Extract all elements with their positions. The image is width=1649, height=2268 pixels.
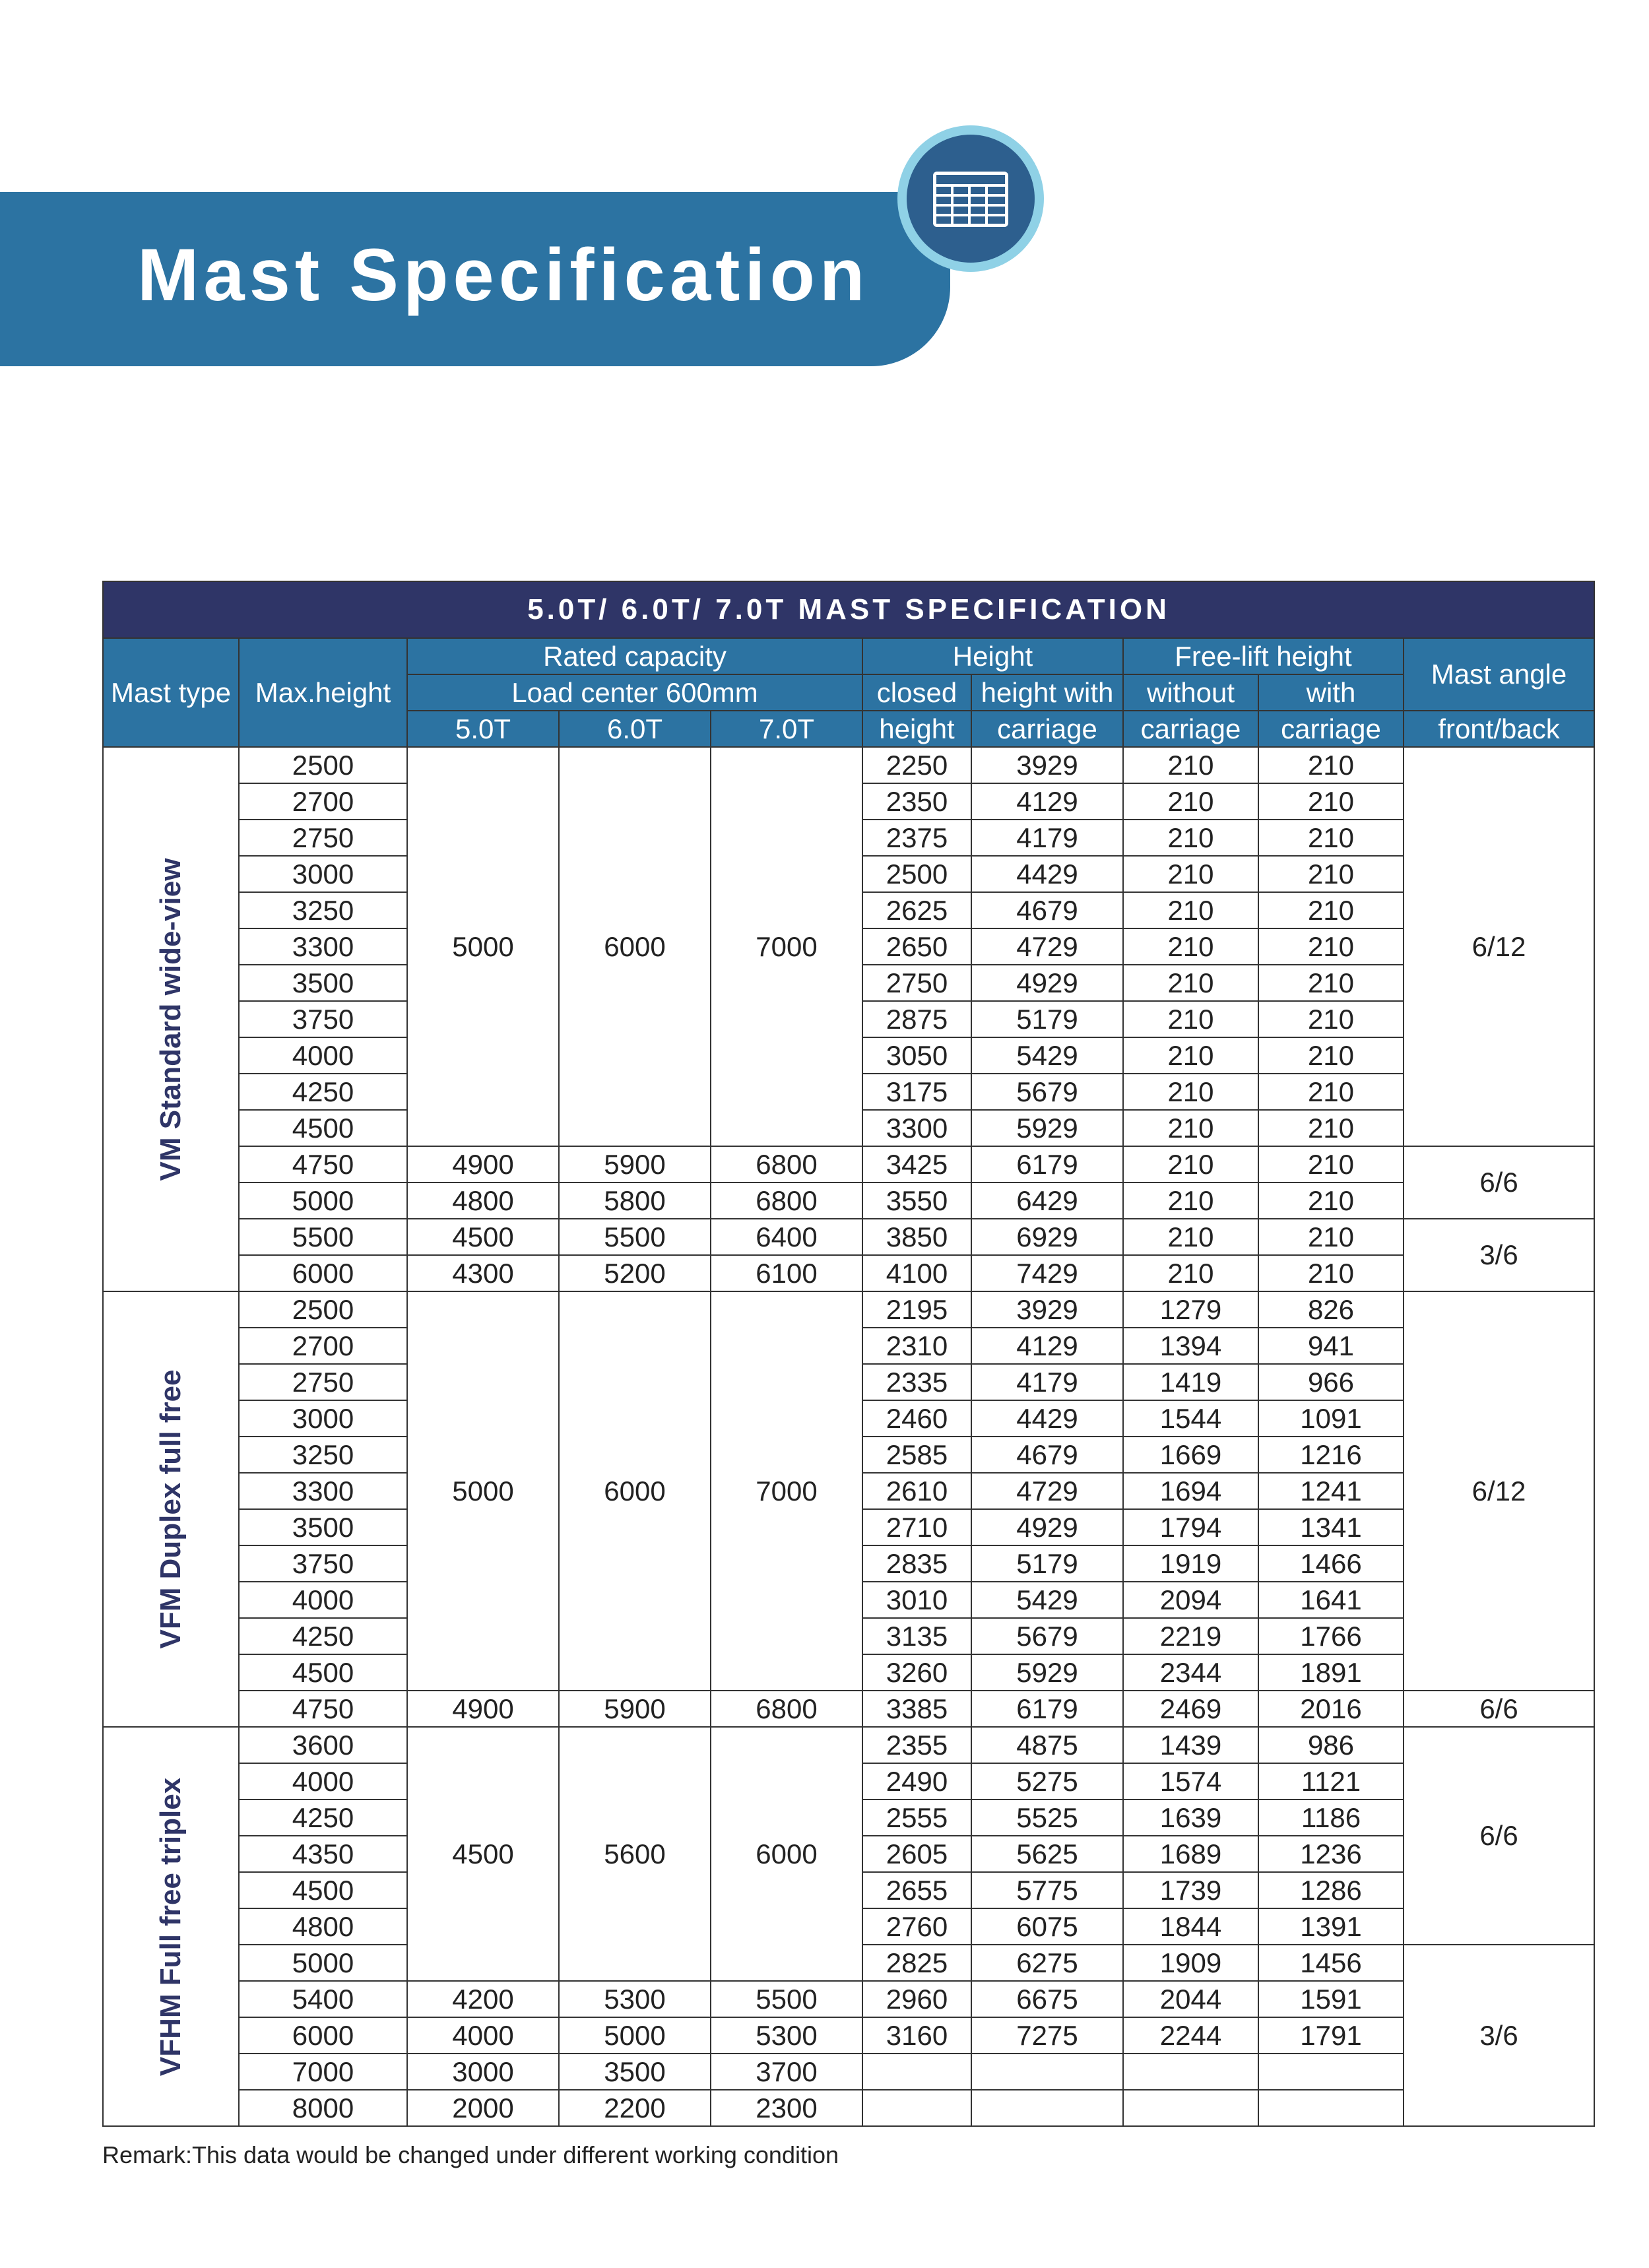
capacity-6t-cell: 5000 <box>559 2017 711 2054</box>
closed-height-cell: 2195 <box>862 1291 971 1328</box>
free-lift-without-cell: 2469 <box>1123 1691 1258 1727</box>
free-lift-without-cell: 210 <box>1123 820 1258 856</box>
free-lift-without-cell: 210 <box>1123 965 1258 1001</box>
max-height-cell: 6000 <box>239 1255 407 1291</box>
free-lift-with-cell: 210 <box>1258 783 1404 820</box>
max-height-cell: 6000 <box>239 2017 407 2054</box>
capacity-6t-cell: 5500 <box>559 1219 711 1255</box>
max-height-cell: 3600 <box>239 1727 407 1763</box>
header-without: without <box>1123 674 1258 711</box>
max-height-cell: 3000 <box>239 856 407 892</box>
free-lift-with-cell: 210 <box>1258 1219 1404 1255</box>
free-lift-without-cell: 1739 <box>1123 1872 1258 1908</box>
free-lift-with-cell: 210 <box>1258 820 1404 856</box>
free-lift-with-cell: 1091 <box>1258 1400 1404 1437</box>
free-lift-with-cell: 1236 <box>1258 1836 1404 1872</box>
closed-height-cell: 2490 <box>862 1763 971 1799</box>
closed-height-cell: 2375 <box>862 820 971 856</box>
table-row <box>103 2017 1594 2054</box>
height-with-carriage-cell: 5275 <box>971 1763 1123 1799</box>
free-lift-without-cell: 1794 <box>1123 1509 1258 1545</box>
table-row <box>103 747 1594 783</box>
free-lift-without-cell: 1439 <box>1123 1727 1258 1763</box>
closed-height-cell: 2350 <box>862 783 971 820</box>
closed-height-cell: 2460 <box>862 1400 971 1437</box>
free-lift-with-cell: 941 <box>1258 1328 1404 1364</box>
badge-circle <box>907 135 1035 263</box>
capacity-7t-cell: 7000 <box>711 1291 862 1691</box>
max-height-cell: 4750 <box>239 1146 407 1183</box>
height-with-carriage-cell: 4129 <box>971 783 1123 820</box>
free-lift-without-cell: 2219 <box>1123 1618 1258 1654</box>
height-with-carriage-cell: 5929 <box>971 1110 1123 1146</box>
height-with-carriage-cell: 5929 <box>971 1654 1123 1691</box>
closed-height-cell <box>862 2090 971 2126</box>
header-mast-type: Mast type <box>103 638 239 747</box>
free-lift-without-cell: 1419 <box>1123 1364 1258 1400</box>
free-lift-with-cell <box>1258 2090 1404 2126</box>
max-height-cell: 3300 <box>239 928 407 965</box>
height-with-carriage-cell: 4729 <box>971 928 1123 965</box>
capacity-5t-cell: 4000 <box>407 2017 559 2054</box>
capacity-7t-cell: 2300 <box>711 2090 862 2126</box>
capacity-5t-cell: 4500 <box>407 1727 559 1981</box>
header-mast-angle: Mast angle <box>1404 638 1594 711</box>
closed-height-cell: 3175 <box>862 1074 971 1110</box>
height-with-carriage-cell: 5429 <box>971 1037 1123 1074</box>
mast-angle-cell: 6/12 <box>1404 747 1594 1146</box>
max-height-cell: 4000 <box>239 1037 407 1074</box>
closed-height-cell: 2250 <box>862 747 971 783</box>
table-row <box>103 2054 1594 2090</box>
free-lift-without-cell: 2044 <box>1123 1981 1258 2017</box>
capacity-5t-cell: 4300 <box>407 1255 559 1291</box>
free-lift-without-cell: 1574 <box>1123 1763 1258 1799</box>
height-with-carriage-cell: 7275 <box>971 2017 1123 2054</box>
capacity-6t-cell: 5900 <box>559 1146 711 1183</box>
free-lift-without-cell: 2244 <box>1123 2017 1258 2054</box>
capacity-5t-cell: 4200 <box>407 1981 559 2017</box>
header-front-back: front/back <box>1404 711 1594 747</box>
capacity-5t-cell: 4900 <box>407 1146 559 1183</box>
free-lift-without-cell: 1694 <box>1123 1473 1258 1509</box>
free-lift-with-cell: 826 <box>1258 1291 1404 1328</box>
free-lift-without-cell: 1394 <box>1123 1328 1258 1364</box>
free-lift-without-cell: 210 <box>1123 856 1258 892</box>
capacity-6t-cell: 6000 <box>559 1291 711 1691</box>
closed-height-cell: 2750 <box>862 965 971 1001</box>
free-lift-with-cell: 1391 <box>1258 1908 1404 1945</box>
height-with-carriage-cell: 5179 <box>971 1545 1123 1582</box>
free-lift-with-cell: 210 <box>1258 856 1404 892</box>
max-height-cell: 4500 <box>239 1110 407 1146</box>
table-row <box>103 1291 1594 1328</box>
height-with-carriage-cell: 4179 <box>971 1364 1123 1400</box>
free-lift-without-cell <box>1123 2090 1258 2126</box>
capacity-7t-cell: 7000 <box>711 747 862 1146</box>
closed-height-cell: 3050 <box>862 1037 971 1074</box>
max-height-cell: 3000 <box>239 1400 407 1437</box>
capacity-5t-cell: 4800 <box>407 1183 559 1219</box>
free-lift-without-cell: 210 <box>1123 1219 1258 1255</box>
free-lift-without-cell: 2344 <box>1123 1654 1258 1691</box>
height-with-carriage-cell: 6179 <box>971 1691 1123 1727</box>
height-with-carriage-cell: 5525 <box>971 1799 1123 1836</box>
closed-height-cell: 3385 <box>862 1691 971 1727</box>
free-lift-without-cell: 210 <box>1123 1146 1258 1183</box>
max-height-cell: 3250 <box>239 1437 407 1473</box>
max-height-cell: 3750 <box>239 1545 407 1582</box>
free-lift-without-cell <box>1123 2054 1258 2090</box>
header-closed-height: height <box>862 711 971 747</box>
mast-type-cell <box>103 1727 239 2126</box>
free-lift-without-cell: 210 <box>1123 1183 1258 1219</box>
max-height-cell: 7000 <box>239 2054 407 2090</box>
height-with-carriage-cell: 5679 <box>971 1618 1123 1654</box>
max-height-cell: 4250 <box>239 1074 407 1110</box>
free-lift-with-cell: 210 <box>1258 1183 1404 1219</box>
height-with-carriage-cell: 4429 <box>971 1400 1123 1437</box>
max-height-cell: 2700 <box>239 783 407 820</box>
closed-height-cell: 3160 <box>862 2017 971 2054</box>
free-lift-with-cell <box>1258 2054 1404 2090</box>
free-lift-without-cell: 1689 <box>1123 1836 1258 1872</box>
closed-height-cell <box>862 2054 971 2090</box>
height-with-carriage-cell: 4929 <box>971 965 1123 1001</box>
height-with-carriage-cell: 4129 <box>971 1328 1123 1364</box>
free-lift-with-cell: 1891 <box>1258 1654 1404 1691</box>
free-lift-with-cell: 210 <box>1258 1001 1404 1037</box>
free-lift-without-cell: 210 <box>1123 1110 1258 1146</box>
max-height-cell: 4000 <box>239 1582 407 1618</box>
free-lift-with-cell: 1791 <box>1258 2017 1404 2054</box>
free-lift-with-cell: 1121 <box>1258 1763 1404 1799</box>
table-title: 5.0T/ 6.0T/ 7.0T MAST SPECIFICATION <box>103 581 1594 638</box>
capacity-5t-cell: 5000 <box>407 747 559 1146</box>
header-rated-capacity: Rated capacity <box>407 638 862 674</box>
page-title: Mast Specification <box>137 234 870 316</box>
height-with-carriage-cell <box>971 2090 1123 2126</box>
header-with-carriage: carriage <box>1258 711 1404 747</box>
free-lift-without-cell: 210 <box>1123 892 1258 928</box>
free-lift-with-cell: 210 <box>1258 892 1404 928</box>
closed-height-cell: 2605 <box>862 1836 971 1872</box>
height-with-carriage-cell: 3929 <box>971 747 1123 783</box>
closed-height-cell: 3850 <box>862 1219 971 1255</box>
free-lift-with-cell: 210 <box>1258 928 1404 965</box>
header-cap-5: 5.0T <box>407 711 559 747</box>
max-height-cell: 2500 <box>239 747 407 783</box>
header-load-center: Load center 600mm <box>407 674 862 711</box>
height-with-carriage-cell: 4875 <box>971 1727 1123 1763</box>
closed-height-cell: 2335 <box>862 1364 971 1400</box>
max-height-cell: 5500 <box>239 1219 407 1255</box>
header-carriage: carriage <box>971 711 1123 747</box>
mast-type-cell <box>103 1291 239 1727</box>
max-height-cell: 4250 <box>239 1799 407 1836</box>
capacity-7t-cell: 6800 <box>711 1691 862 1727</box>
free-lift-without-cell: 210 <box>1123 747 1258 783</box>
table-row <box>103 1691 1594 1727</box>
free-lift-with-cell: 1241 <box>1258 1473 1404 1509</box>
closed-height-cell: 2625 <box>862 892 971 928</box>
capacity-6t-cell: 6000 <box>559 747 711 1146</box>
free-lift-without-cell: 210 <box>1123 783 1258 820</box>
free-lift-without-cell: 210 <box>1123 1074 1258 1110</box>
closed-height-cell: 2610 <box>862 1473 971 1509</box>
capacity-7t-cell: 5500 <box>711 1981 862 2017</box>
max-height-cell: 2750 <box>239 1364 407 1400</box>
height-with-carriage-cell: 6675 <box>971 1981 1123 2017</box>
free-lift-with-cell: 210 <box>1258 1074 1404 1110</box>
max-height-cell: 5000 <box>239 1183 407 1219</box>
header-max-height: Max.height <box>239 638 407 747</box>
height-with-carriage-cell <box>971 2054 1123 2090</box>
max-height-cell: 5400 <box>239 1981 407 2017</box>
max-height-cell: 2500 <box>239 1291 407 1328</box>
height-with-carriage-cell: 5179 <box>971 1001 1123 1037</box>
capacity-5t-cell: 4500 <box>407 1219 559 1255</box>
free-lift-without-cell: 210 <box>1123 928 1258 965</box>
closed-height-cell: 2500 <box>862 856 971 892</box>
height-with-carriage-cell: 6075 <box>971 1908 1123 1945</box>
mast-angle-cell: 6/6 <box>1404 1727 1594 1945</box>
closed-height-cell: 3550 <box>862 1183 971 1219</box>
closed-height-cell: 3010 <box>862 1582 971 1618</box>
free-lift-with-cell: 1216 <box>1258 1437 1404 1473</box>
max-height-cell: 5000 <box>239 1945 407 1981</box>
height-with-carriage-cell: 5625 <box>971 1836 1123 1872</box>
capacity-7t-cell: 6800 <box>711 1146 862 1183</box>
max-height-cell: 3500 <box>239 1509 407 1545</box>
mast-spec-table <box>102 581 1595 2127</box>
closed-height-cell: 2650 <box>862 928 971 965</box>
closed-height-cell: 2555 <box>862 1799 971 1836</box>
closed-height-cell: 4100 <box>862 1255 971 1291</box>
header-cap-6: 6.0T <box>559 711 711 747</box>
closed-height-cell: 3135 <box>862 1618 971 1654</box>
closed-height-cell: 3300 <box>862 1110 971 1146</box>
free-lift-with-cell: 1186 <box>1258 1799 1404 1836</box>
table-body <box>103 747 1594 2126</box>
max-height-cell: 4250 <box>239 1618 407 1654</box>
height-with-carriage-cell: 5429 <box>971 1582 1123 1618</box>
height-with-carriage-cell: 6429 <box>971 1183 1123 1219</box>
closed-height-cell: 2875 <box>862 1001 971 1037</box>
free-lift-with-cell: 1641 <box>1258 1582 1404 1618</box>
max-height-cell: 4000 <box>239 1763 407 1799</box>
max-height-cell: 4350 <box>239 1836 407 1872</box>
table-row <box>103 1727 1594 1763</box>
closed-height-cell: 2310 <box>862 1328 971 1364</box>
capacity-5t-cell: 4900 <box>407 1691 559 1727</box>
free-lift-with-cell: 1456 <box>1258 1945 1404 1981</box>
mast-angle-cell: 3/6 <box>1404 1219 1594 1291</box>
header-with: with <box>1258 674 1404 711</box>
height-with-carriage-cell: 3929 <box>971 1291 1123 1328</box>
height-with-carriage-cell: 6929 <box>971 1219 1123 1255</box>
table-row <box>103 1219 1594 1255</box>
max-height-cell: 2700 <box>239 1328 407 1364</box>
capacity-7t-cell: 6100 <box>711 1255 862 1291</box>
table-row <box>103 1146 1594 1183</box>
capacity-6t-cell: 3500 <box>559 2054 711 2090</box>
mast-angle-cell: 6/6 <box>1404 1691 1594 1727</box>
free-lift-with-cell: 1286 <box>1258 1872 1404 1908</box>
capacity-6t-cell: 5900 <box>559 1691 711 1727</box>
height-with-carriage-cell: 5679 <box>971 1074 1123 1110</box>
closed-height-cell: 3260 <box>862 1654 971 1691</box>
table-row <box>103 1183 1594 1219</box>
height-with-carriage-cell: 6275 <box>971 1945 1123 1981</box>
capacity-6t-cell: 5300 <box>559 1981 711 2017</box>
table-row <box>103 1255 1594 1291</box>
table-row <box>103 1981 1594 2017</box>
header-free-lift: Free-lift height <box>1123 638 1404 674</box>
max-height-cell: 3250 <box>239 892 407 928</box>
max-height-cell: 4800 <box>239 1908 407 1945</box>
spreadsheet-table-icon <box>931 170 1010 229</box>
capacity-5t-cell: 3000 <box>407 2054 559 2090</box>
free-lift-with-cell: 210 <box>1258 1037 1404 1074</box>
max-height-cell: 4500 <box>239 1872 407 1908</box>
closed-height-cell: 2710 <box>862 1509 971 1545</box>
mast-angle-cell: 6/12 <box>1404 1291 1594 1691</box>
capacity-6t-cell: 2200 <box>559 2090 711 2126</box>
free-lift-with-cell: 210 <box>1258 965 1404 1001</box>
free-lift-without-cell: 1544 <box>1123 1400 1258 1437</box>
closed-height-cell: 2585 <box>862 1437 971 1473</box>
capacity-6t-cell: 5800 <box>559 1183 711 1219</box>
mast-type-cell <box>103 747 239 1291</box>
free-lift-with-cell: 986 <box>1258 1727 1404 1763</box>
capacity-6t-cell: 5600 <box>559 1727 711 1981</box>
header-height-with: height with <box>971 674 1123 711</box>
free-lift-with-cell: 966 <box>1258 1364 1404 1400</box>
closed-height-cell: 2760 <box>862 1908 971 1945</box>
height-with-carriage-cell: 4729 <box>971 1473 1123 1509</box>
free-lift-with-cell: 210 <box>1258 1146 1404 1183</box>
max-height-cell: 4500 <box>239 1654 407 1691</box>
free-lift-with-cell: 210 <box>1258 747 1404 783</box>
free-lift-without-cell: 2094 <box>1123 1582 1258 1618</box>
capacity-5t-cell: 5000 <box>407 1291 559 1691</box>
height-with-carriage-cell: 7429 <box>971 1255 1123 1291</box>
max-height-cell: 8000 <box>239 2090 407 2126</box>
mast-type-label: VFM Duplex full free <box>154 1369 187 1649</box>
max-height-cell: 3750 <box>239 1001 407 1037</box>
remark-note: Remark:This data would be changed under different working condition <box>102 2141 839 2168</box>
mast-angle-cell: 3/6 <box>1404 1945 1594 2126</box>
free-lift-without-cell: 210 <box>1123 1001 1258 1037</box>
header-without-carriage: carriage <box>1123 711 1258 747</box>
free-lift-without-cell: 1669 <box>1123 1437 1258 1473</box>
max-height-cell: 4750 <box>239 1691 407 1727</box>
capacity-7t-cell: 6800 <box>711 1183 862 1219</box>
max-height-cell: 3300 <box>239 1473 407 1509</box>
height-with-carriage-cell: 4679 <box>971 1437 1123 1473</box>
free-lift-with-cell: 1341 <box>1258 1509 1404 1545</box>
closed-height-cell: 3425 <box>862 1146 971 1183</box>
free-lift-without-cell: 1909 <box>1123 1945 1258 1981</box>
closed-height-cell: 2355 <box>862 1727 971 1763</box>
mast-angle-cell: 6/6 <box>1404 1146 1594 1219</box>
free-lift-without-cell: 1639 <box>1123 1799 1258 1836</box>
closed-height-cell: 2835 <box>862 1545 971 1582</box>
height-with-carriage-cell: 5775 <box>971 1872 1123 1908</box>
capacity-7t-cell: 6400 <box>711 1219 862 1255</box>
max-height-cell: 3500 <box>239 965 407 1001</box>
mast-type-label: VFHM Full free triplex <box>154 1777 187 2076</box>
capacity-5t-cell: 2000 <box>407 2090 559 2126</box>
capacity-7t-cell: 3700 <box>711 2054 862 2090</box>
free-lift-without-cell: 1919 <box>1123 1545 1258 1582</box>
table-row <box>103 2090 1594 2126</box>
closed-height-cell: 2960 <box>862 1981 971 2017</box>
free-lift-without-cell: 210 <box>1123 1255 1258 1291</box>
header-height: Height <box>862 638 1123 674</box>
free-lift-with-cell: 1766 <box>1258 1618 1404 1654</box>
free-lift-with-cell: 210 <box>1258 1110 1404 1146</box>
height-with-carriage-cell: 4429 <box>971 856 1123 892</box>
mast-type-label: VM Standard wide-view <box>154 858 187 1181</box>
free-lift-with-cell: 2016 <box>1258 1691 1404 1727</box>
closed-height-cell: 2825 <box>862 1945 971 1981</box>
free-lift-with-cell: 1591 <box>1258 1981 1404 2017</box>
free-lift-with-cell: 210 <box>1258 1255 1404 1291</box>
header-closed: closed <box>862 674 971 711</box>
badge-ring <box>897 125 1044 272</box>
height-with-carriage-cell: 4679 <box>971 892 1123 928</box>
capacity-7t-cell: 5300 <box>711 2017 862 2054</box>
capacity-7t-cell: 6000 <box>711 1727 862 1981</box>
height-with-carriage-cell: 4929 <box>971 1509 1123 1545</box>
free-lift-without-cell: 210 <box>1123 1037 1258 1074</box>
free-lift-without-cell: 1279 <box>1123 1291 1258 1328</box>
max-height-cell: 2750 <box>239 820 407 856</box>
height-with-carriage-cell: 4179 <box>971 820 1123 856</box>
height-with-carriage-cell: 6179 <box>971 1146 1123 1183</box>
free-lift-with-cell: 1466 <box>1258 1545 1404 1582</box>
free-lift-without-cell: 1844 <box>1123 1908 1258 1945</box>
closed-height-cell: 2655 <box>862 1872 971 1908</box>
capacity-6t-cell: 5200 <box>559 1255 711 1291</box>
header-cap-7: 7.0T <box>711 711 862 747</box>
